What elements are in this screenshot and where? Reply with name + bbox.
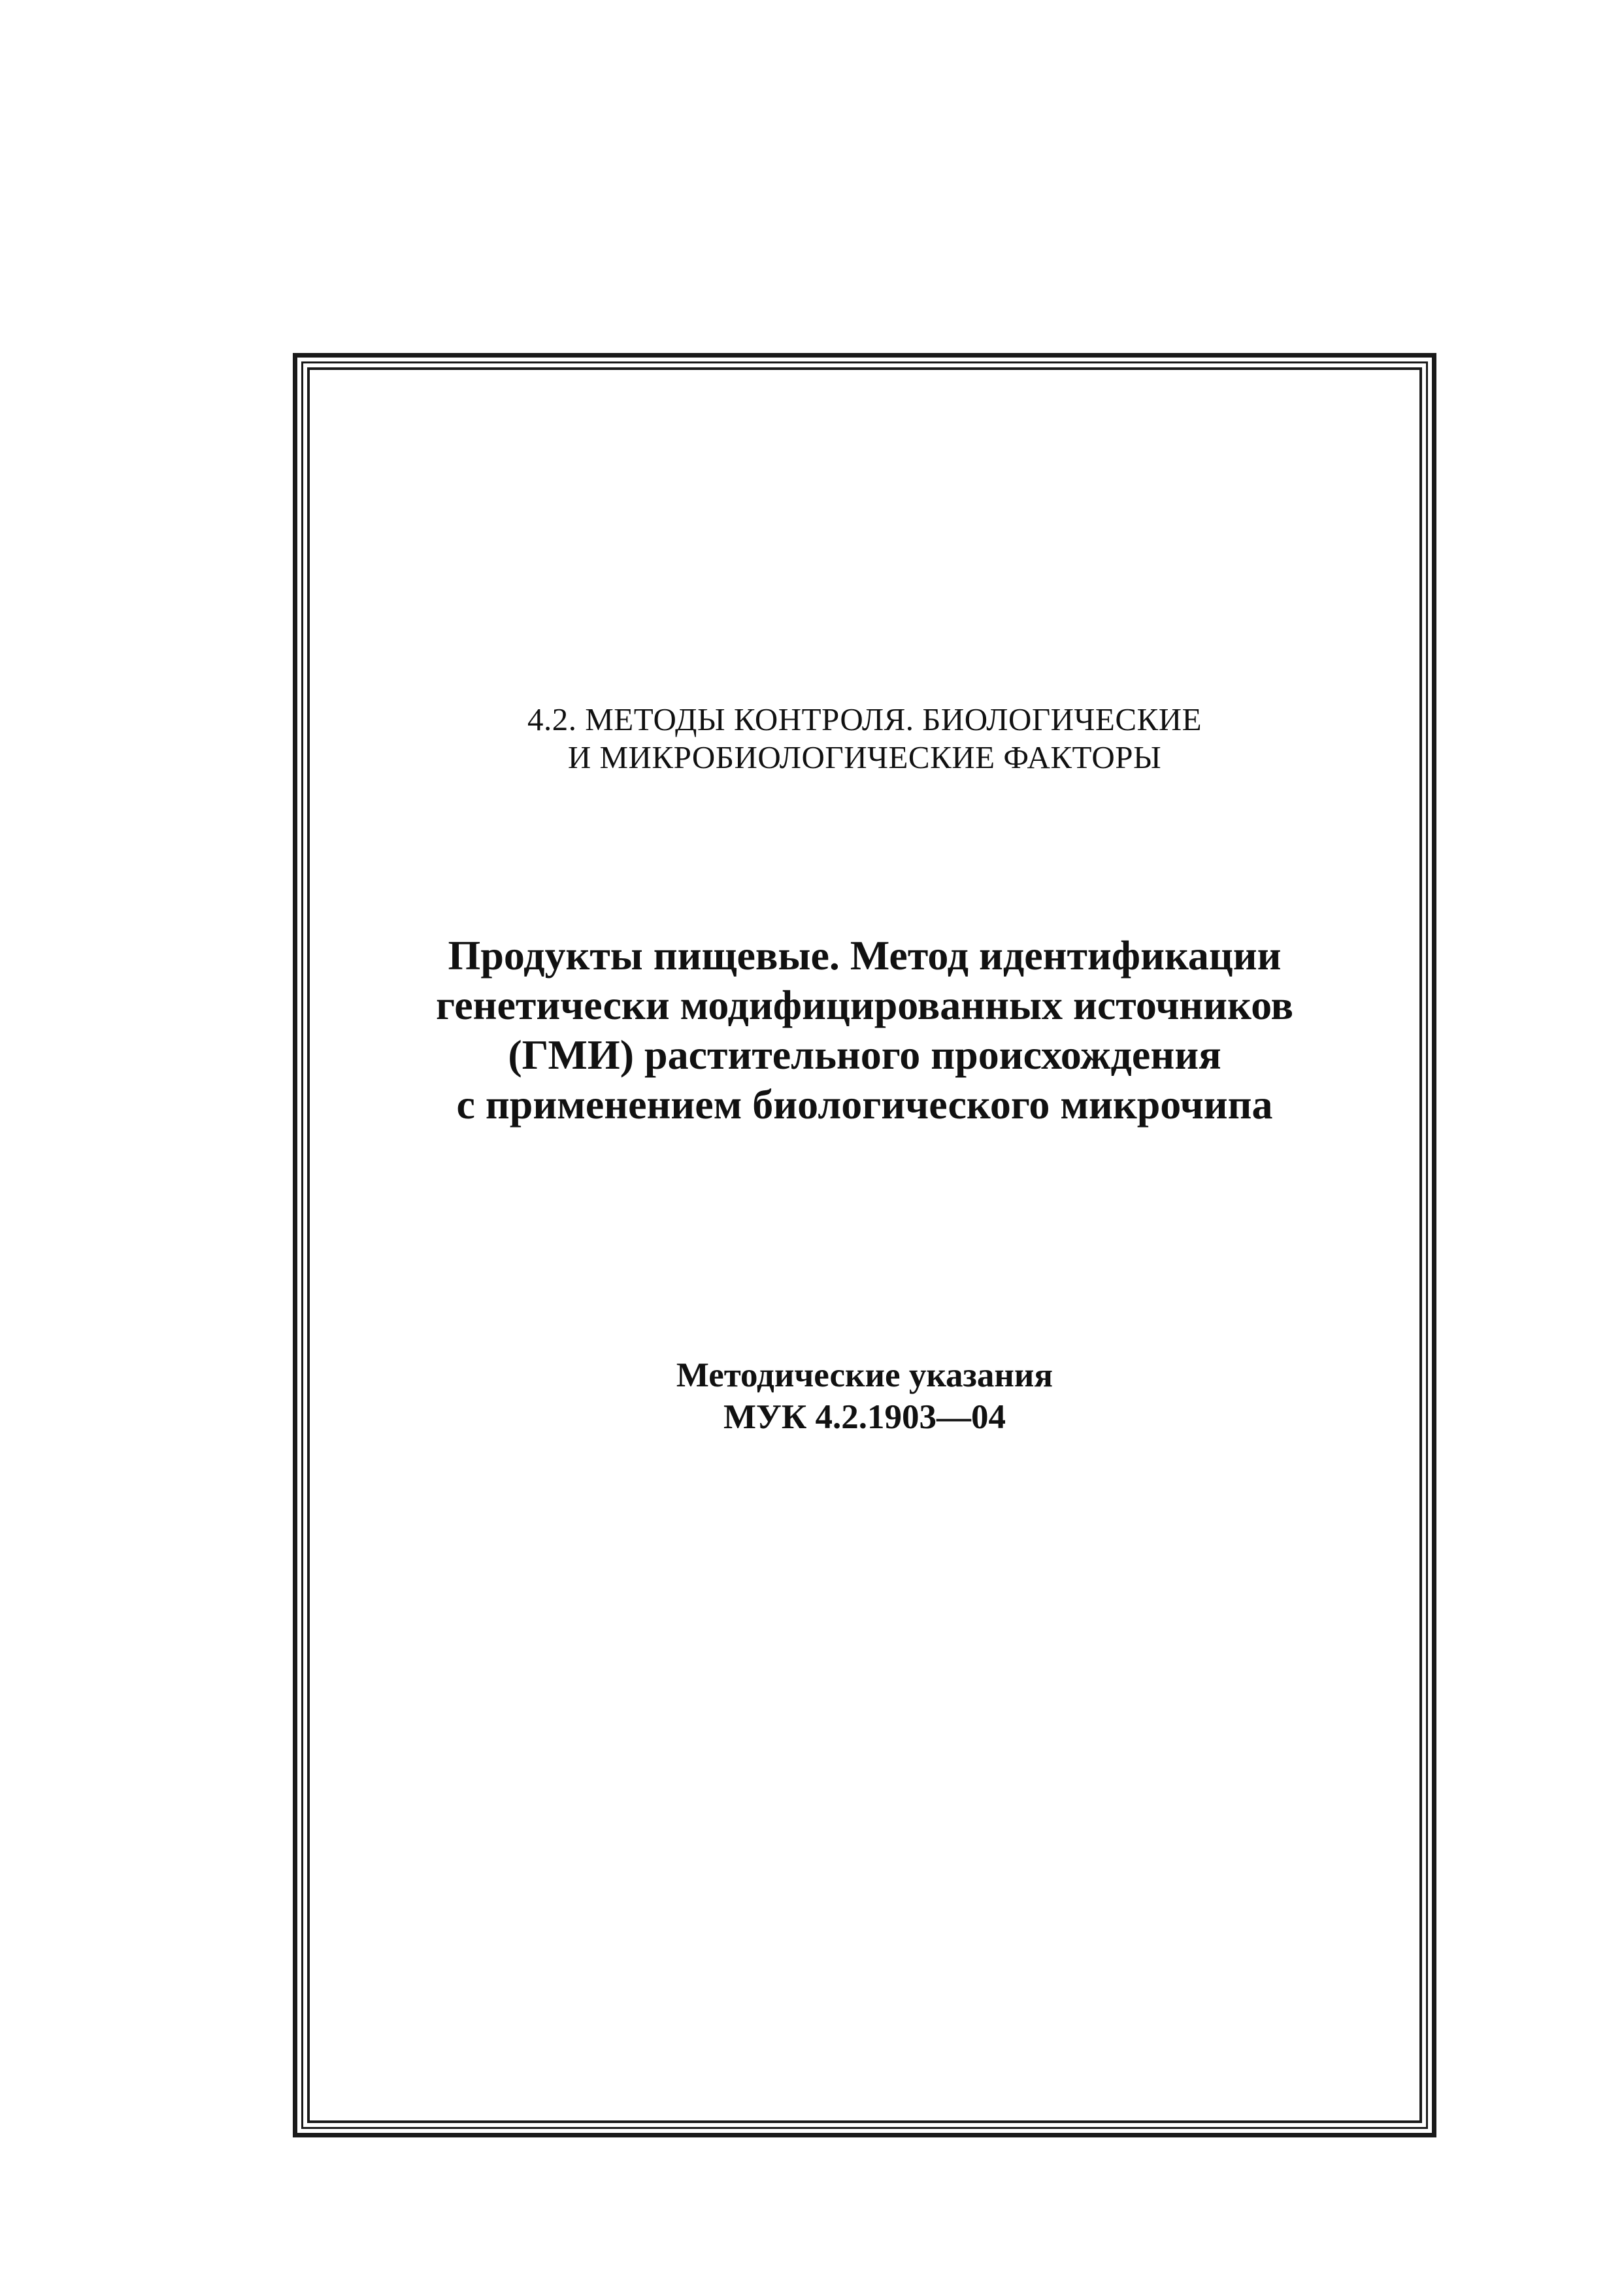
document-type: Методические указания <box>676 1356 1053 1394</box>
document-title-line-4: с применением биологического микрочипа <box>456 1081 1273 1128</box>
document-type-block <box>307 1354 1422 1438</box>
document-title-line-3: (ГМИ) растительного происхождения <box>508 1031 1221 1078</box>
document-title-line-2: генетически модифицированных источников <box>435 982 1294 1028</box>
document-title <box>307 931 1422 1130</box>
document-designation: МУК 4.2.1903—04 <box>723 1398 1006 1436</box>
page-frame-inner <box>307 367 1422 2123</box>
section-heading-line-1: 4.2. МЕТОДЫ КОНТРОЛЯ. БИОЛОГИЧЕСКИЕ <box>527 701 1202 737</box>
section-heading <box>307 701 1422 777</box>
document-title-line-1: Продукты пищевые. Метод идентификации <box>448 932 1282 979</box>
section-heading-line-2: И МИКРОБИОЛОГИЧЕСКИЕ ФАКТОРЫ <box>567 739 1162 775</box>
